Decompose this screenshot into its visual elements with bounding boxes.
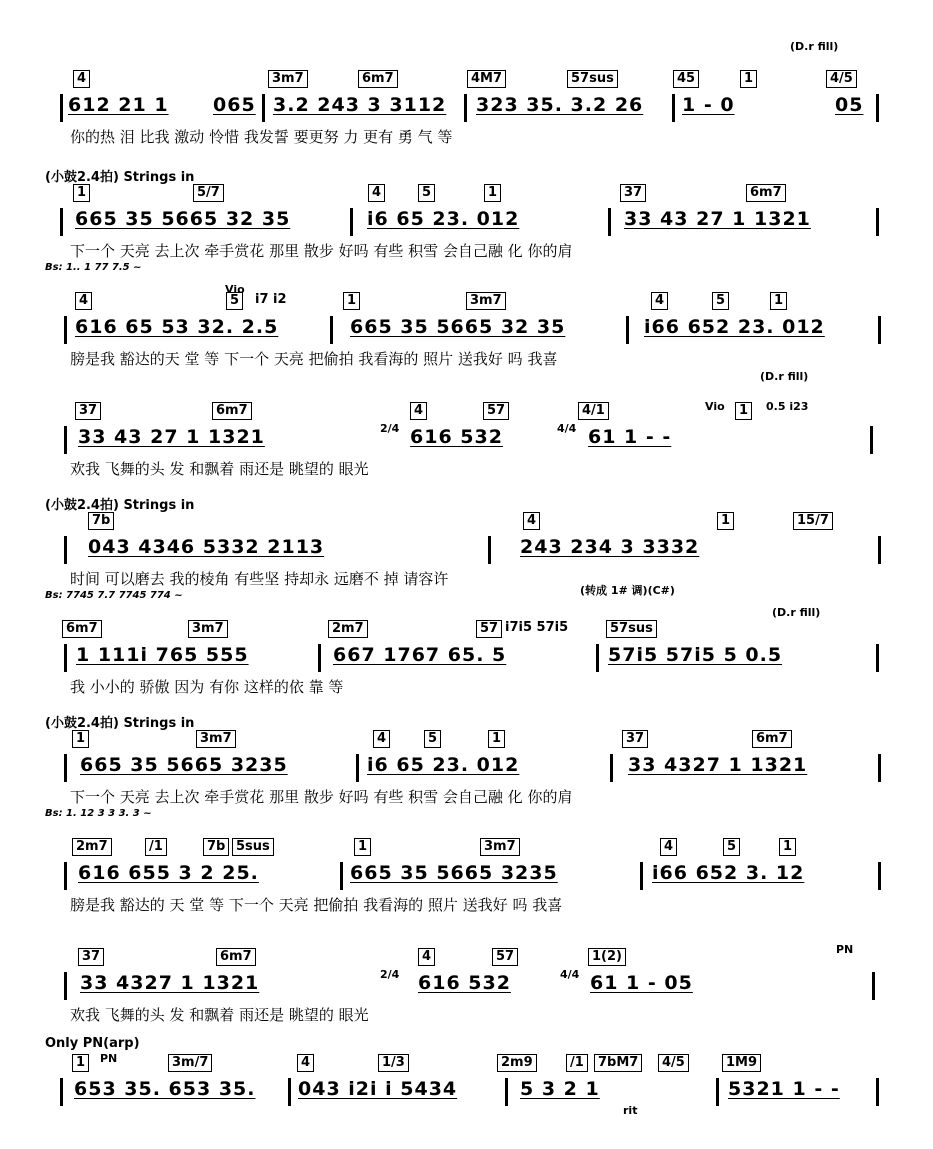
note-group: 616 655 3 2 25. [78,862,259,884]
chord-symbol: 1 [354,838,371,856]
chord-symbol: 5 [723,838,740,856]
bar-line [60,94,63,122]
bar-line [64,862,67,890]
chord-symbol: 6m7 [212,402,252,420]
bass-line: Bs: 1. 12 3 3 3. 3 ~ [45,808,152,819]
bar-line [64,426,67,454]
bar-line [716,1078,719,1106]
chord-symbol: 7bM7 [594,1054,642,1072]
chord-symbol: 1 [735,402,752,420]
bar-line [878,754,881,782]
note-group: 065 [213,94,256,116]
chord-symbol: 1 [488,730,505,748]
bar-line [262,94,265,122]
lyrics-row [0,568,933,590]
bar-line [330,316,333,344]
bar-line [876,208,879,236]
chord-symbol: 4 [410,402,427,420]
chord-symbol: 37 [75,402,101,420]
bar-line [876,644,879,672]
chord-symbol: 4 [297,1054,314,1072]
chord-row [0,838,933,860]
note-group: i6 65 23. 012 [367,754,520,776]
chord-symbol: 3m7 [268,70,308,88]
bar-line [350,208,353,236]
bar-line [64,754,67,782]
chord-symbol: 5/7 [193,184,224,202]
note-group: 323 35. 3.2 26 [476,94,644,116]
note-group: 1 - 0 [682,94,735,116]
note-group: 612 21 1 [68,94,169,116]
note-group: 665 35 5665 32 35 [75,208,291,230]
chord-symbol: 4 [523,512,540,530]
chord-symbol: 6m7 [358,70,398,88]
chord-symbol: 4 [373,730,390,748]
note-group: 653 35. 653 35. [74,1078,256,1100]
bar-line [596,644,599,672]
chord-symbol: 4/5 [826,70,857,88]
annotation: (转成 1# 调)(C#) [580,584,675,597]
lyrics-row [0,786,933,808]
chord-symbol: 45 [673,70,699,88]
note-group: 5321 1 - - [728,1078,840,1100]
chord-symbol: 7b [203,838,229,856]
section-label: Only PN(arp) [45,1036,140,1051]
bar-line [64,644,67,672]
bar-line [60,1078,63,1106]
bar-line [608,208,611,236]
chord-symbol: 2m7 [72,838,112,856]
chord-symbol: 3m/7 [168,1054,212,1072]
note-group: 665 35 5665 32 35 [350,316,566,338]
chord-symbol: 1 [73,184,90,202]
chord-symbol: 7b [88,512,114,530]
chord-row [0,948,933,970]
chord-symbol: 1/3 [378,1054,409,1072]
bar-line [64,972,67,1000]
chord-symbol: 1(2) [588,948,626,966]
lyrics-row [0,126,933,148]
chord-row [0,184,933,206]
lyrics-text: 下一个 天亮 去上次 牵手赏花 那里 散步 好吗 有些 积雪 会自己融 化 你的肩 [70,242,573,260]
chord-symbol: 4/5 [658,1054,689,1072]
annotation: (D.r fill) [790,40,839,53]
notation-row [0,426,933,454]
lyrics-text: 你的热 泪 比我 激动 怜惜 我发誓 要更努 力 更有 勇 气 等 [70,128,453,146]
bar-line [505,1078,508,1106]
chord-symbol: 4 [75,292,92,310]
chord-symbol: 4 [73,70,90,88]
lyrics-text: 我 小小的 骄傲 因为 有你 这样的依 靠 等 [70,678,344,696]
chord-symbol: 1 [717,512,734,530]
lyrics-row [0,894,933,916]
chord-symbol: 6m7 [752,730,792,748]
chord-symbol: 5sus [232,838,274,856]
note-group: 33 4327 1 1321 [628,754,808,776]
notation-row [0,862,933,890]
chord-symbol: 1 [740,70,757,88]
chord-symbol: 2m9 [497,1054,537,1072]
bar-line [64,536,67,564]
bar-line [876,1078,879,1106]
chord-symbol: 1 [72,1054,89,1072]
section-label: (小鼓2.4拍) Strings in [45,716,195,731]
chord-symbol: 37 [622,730,648,748]
annotation: 0.5 i23 [766,400,809,413]
notation-row [0,208,933,236]
bass-line: Bs: 1.. 1 77 7.5 ~ [45,262,142,273]
bar-line [878,536,881,564]
bass-line: Bs: 7745 7.7 7745 774 ~ [45,590,183,601]
note-group: 043 i2i i 5434 [298,1078,458,1100]
note-group: 667 1767 65. 5 [333,644,507,666]
chord-row [0,1054,933,1076]
chord-symbol: /1 [145,838,167,856]
chord-symbol: 2m7 [328,620,368,638]
annotation: 4/4 [557,422,577,435]
annotation: 4/4 [560,968,580,981]
note-group: 665 35 5665 3235 [80,754,288,776]
note-group: 665 35 5665 3235 [350,862,558,884]
note-group: 3.2 243 3 3112 [273,94,447,116]
chord-row [0,70,933,92]
chord-symbol: 6m7 [746,184,786,202]
chord-symbol: 3m7 [188,620,228,638]
chord-symbol: 5 [226,292,243,310]
bar-line [356,754,359,782]
bar-line [870,426,873,454]
chord-symbol: 4 [651,292,668,310]
notation-row [0,1078,933,1106]
bar-line [872,972,875,1000]
note-group: 61 1 - 05 [590,972,693,994]
note-group: 33 4327 1 1321 [80,972,260,994]
chord-symbol: 4M7 [467,70,506,88]
chord-symbol: 3m7 [480,838,520,856]
lyrics-row [0,240,933,262]
chord-symbol: 6m7 [62,620,102,638]
lyrics-row [0,348,933,370]
chord-symbol: 57 [476,620,502,638]
note-group: 616 65 53 32. 2.5 [75,316,279,338]
annotation: Vio [705,400,725,413]
note-group: i66 652 3. 12 [652,862,805,884]
chord-symbol: 4 [368,184,385,202]
chord-symbol: 4 [660,838,677,856]
annotation: 2/4 [380,422,400,435]
note-group: 1 111i 765 555 [76,644,249,666]
lyrics-row [0,458,933,480]
chord-row [0,292,933,314]
notation-row [0,972,933,1000]
annotation: PN [100,1052,118,1065]
lyrics-text: 时间 可以磨去 我的棱角 有些坚 持却永 远磨不 掉 请容许 [70,570,449,588]
chord-symbol: 4 [418,948,435,966]
chord-symbol: 1 [72,730,89,748]
chord-row [0,620,933,642]
bar-line [878,316,881,344]
chord-symbol: 1 [770,292,787,310]
bar-line [340,862,343,890]
section-label: (小鼓2.4拍) Strings in [45,498,195,513]
bar-line [640,862,643,890]
annotation: Vio [225,283,245,296]
note-group: 616 532 [410,426,503,448]
annotation: PN [836,943,854,956]
chord-symbol: i7 i2 [255,292,287,307]
chord-symbol: 5 [424,730,441,748]
note-group: i66 652 23. 012 [644,316,825,338]
chord-symbol: 37 [78,948,104,966]
chord-symbol: 3m7 [466,292,506,310]
bar-line [610,754,613,782]
bar-line [626,316,629,344]
note-group: 5 3 2 1 [520,1078,600,1100]
lyrics-text: 膀是我 豁达的 天 堂 等 下一个 天亮 把偷拍 我看海的 照片 送我好 吗 我喜 [70,896,563,914]
note-group: 05 [835,94,864,116]
chord-symbol: 57sus [606,620,657,638]
lyrics-text: 欢我 飞舞的头 发 和飘着 雨还是 眺望的 眼光 [70,460,369,478]
note-group: 57i5 57i5 5 0.5 [608,644,783,666]
chord-symbol: 6m7 [216,948,256,966]
lyrics-row [0,676,933,698]
bar-line [878,862,881,890]
note-group: i6 65 23. 012 [367,208,520,230]
note-group: 616 532 [418,972,511,994]
chord-symbol: 4/1 [578,402,609,420]
bar-line [464,94,467,122]
chord-symbol: 37 [620,184,646,202]
notation-row [0,754,933,782]
chord-symbol: 57 [492,948,518,966]
bar-line [672,94,675,122]
note-group: 61 1 - - [588,426,672,448]
lyrics-text: 膀是我 豁达的天 堂 等 下一个 天亮 把偷拍 我看海的 照片 送我好 吗 我喜 [70,350,558,368]
chord-row [0,512,933,534]
bar-line [64,316,67,344]
chord-symbol: 1 [343,292,360,310]
chord-symbol: 5 [418,184,435,202]
bar-line [288,1078,291,1106]
note-group: 33 43 27 1 1321 [624,208,811,230]
annotation: (D.r fill) [772,606,821,619]
chord-symbol: 5 [712,292,729,310]
notation-row [0,644,933,672]
chord-row [0,730,933,752]
chord-symbol: /1 [566,1054,588,1072]
annotation: rit [623,1104,638,1117]
bar-line [876,94,879,122]
lyrics-row [0,1004,933,1026]
bar-line [318,644,321,672]
chord-symbol: 1 [779,838,796,856]
notation-row [0,536,933,564]
annotation: 2/4 [380,968,400,981]
chord-symbol: i7i5 57i5 [505,620,569,635]
chord-symbol: 1M9 [722,1054,761,1072]
annotation: (D.r fill) [760,370,809,383]
notation-row [0,94,933,122]
chord-symbol: 1 [484,184,501,202]
lyrics-text: 欢我 飞舞的头 发 和飘着 雨还是 眺望的 眼光 [70,1006,369,1024]
section-label: (小鼓2.4拍) Strings in [45,170,195,185]
chord-symbol: 15/7 [793,512,833,530]
bar-line [488,536,491,564]
bar-line [60,208,63,236]
note-group: 33 43 27 1 1321 [78,426,265,448]
chord-symbol: 57sus [567,70,618,88]
chord-symbol: 3m7 [196,730,236,748]
lyrics-text: 下一个 天亮 去上次 牵手赏花 那里 散步 好吗 有些 积雪 会自己融 化 你的肩 [70,788,573,806]
note-group: 043 4346 5332 2113 [88,536,325,558]
note-group: 243 234 3 3332 [520,536,700,558]
notation-row [0,316,933,344]
chord-symbol: 57 [483,402,509,420]
